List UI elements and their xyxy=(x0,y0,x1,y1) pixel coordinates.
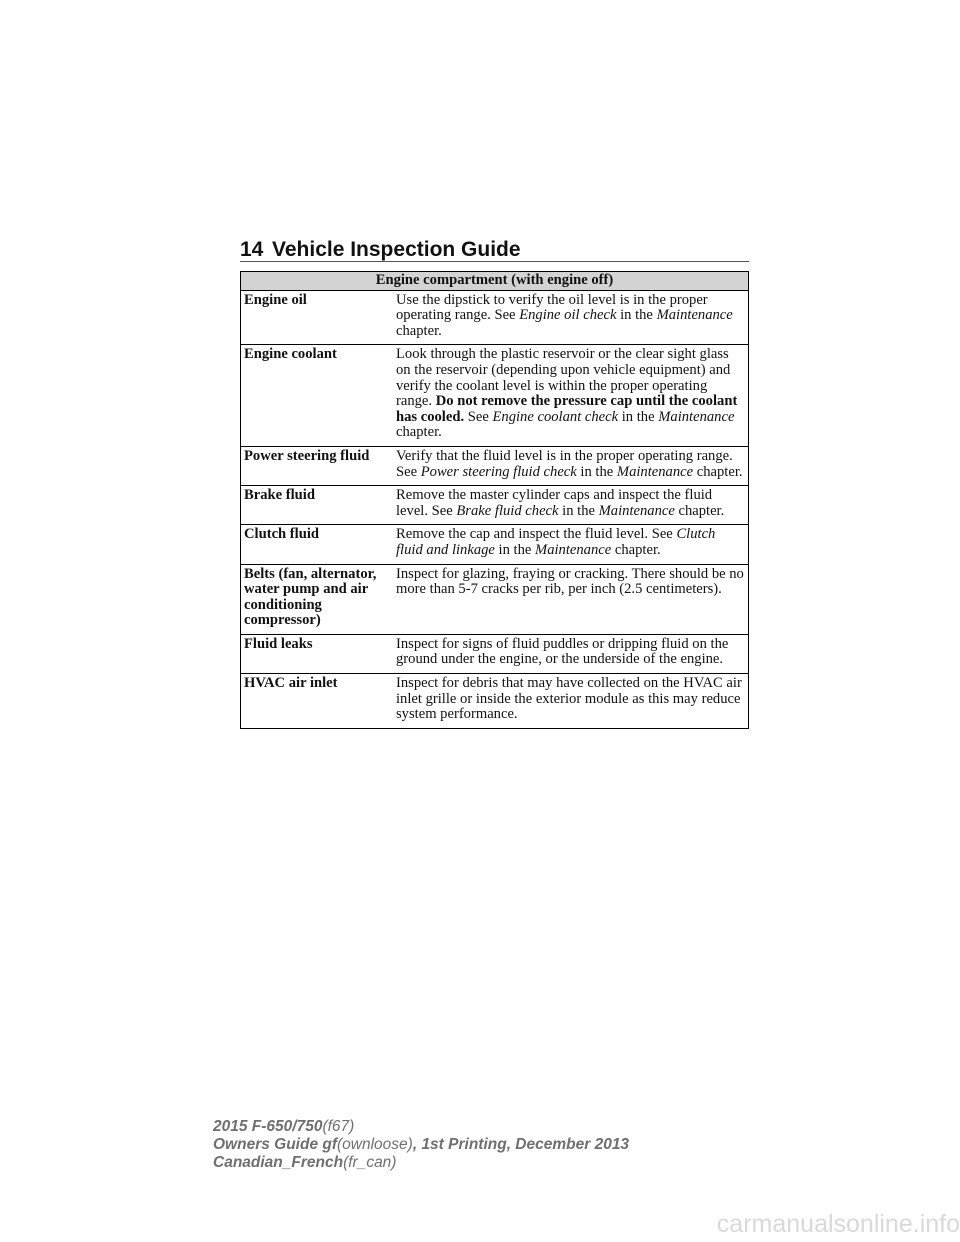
text-run: Brake fluid check xyxy=(456,502,559,519)
row-item-name: Clutch fluid xyxy=(241,525,394,564)
text-run: chapter. xyxy=(693,463,743,480)
page-number: 14 xyxy=(240,238,264,261)
row-item-name: Belts (fan, alternator, water pump and air conditioning compressor) xyxy=(241,564,394,634)
row-item-description xyxy=(393,486,749,525)
table-row xyxy=(241,290,749,345)
text-run: Inspect for glazing, fraying or cracking. There should be no more than 5-7 cracks per rib, per inch (2.5 centimeters). xyxy=(396,565,744,598)
row-item-description xyxy=(393,634,749,673)
table-row xyxy=(241,674,749,729)
footer-line-language xyxy=(213,1154,629,1172)
table-row xyxy=(241,525,749,564)
text-run: Verify that the fluid level is in the proper operating range. See xyxy=(396,447,733,480)
text-run: Maintenance xyxy=(616,463,694,480)
text-run: Maintenance xyxy=(598,502,675,519)
row-item-description xyxy=(393,564,749,634)
row-item-name: HVAC air inlet xyxy=(241,674,394,729)
row-item-name: Brake fluid xyxy=(241,486,394,525)
text-run: Owners Guide gf xyxy=(213,1136,338,1153)
table-row xyxy=(241,345,749,447)
text-run: chapter. xyxy=(396,424,442,441)
text-run: chapter. xyxy=(396,322,442,339)
text-run: in the xyxy=(576,463,617,480)
text-run: chapter. xyxy=(674,502,725,519)
text-run: (ownloose) xyxy=(337,1136,413,1153)
text-run: in the xyxy=(494,541,536,558)
footer-line-guide xyxy=(213,1136,629,1154)
text-run: in the xyxy=(618,408,659,425)
text-run: (f67) xyxy=(322,1118,355,1135)
row-item-description xyxy=(393,525,749,564)
text-run: Inspect for signs of fluid puddles or dripping fluid on the ground under the engine, or the underside of the engine. xyxy=(396,635,729,668)
text-run: Do not remove the pressure cap until the coolant has cooled. xyxy=(396,393,738,425)
text-run: Look through the plastic reservoir or the clear sight glass on the reservoir (depending upon vehicle equipment) and verify the coolant level is within the proper operating range. xyxy=(396,346,731,410)
row-item-name: Power steering fluid xyxy=(241,446,394,485)
text-run: Remove the cap and inspect the fluid level. See xyxy=(396,526,677,543)
text-run: , 1st Printing, December 2013 xyxy=(412,1136,630,1153)
text-run: Engine oil check xyxy=(519,307,617,324)
text-run: Maintenance xyxy=(535,541,612,558)
text-run: Inspect for debris that may have collected on the HVAC air inlet grille or inside the exterior module as this may reduce system performance. xyxy=(396,675,742,723)
text-run: Power steering fluid check xyxy=(420,463,577,480)
text-run: Maintenance xyxy=(656,307,733,324)
text-run: 2015 F-650/750 xyxy=(213,1118,323,1135)
row-item-name: Engine coolant xyxy=(241,345,394,447)
text-run: See xyxy=(464,408,493,425)
text-run: in the xyxy=(616,307,657,324)
row-item-description xyxy=(393,674,749,729)
text-run: chapter. xyxy=(611,541,661,558)
watermark[interactable]: carmanualsonline.info xyxy=(716,1210,960,1238)
table-row xyxy=(241,634,749,673)
header-rule xyxy=(240,261,749,262)
table-row xyxy=(241,446,749,485)
inspection-table xyxy=(240,271,749,729)
text-run: Maintenance xyxy=(658,408,735,425)
row-item-description xyxy=(393,290,749,345)
text-run: (fr_can) xyxy=(343,1154,397,1171)
text-run: in the xyxy=(558,502,599,519)
row-item-name: Fluid leaks xyxy=(241,634,394,673)
text-run: Canadian_French xyxy=(213,1154,344,1171)
print-footer xyxy=(213,1118,629,1172)
text-run: Use the dipstick to verify the oil level is in the proper operating range. See xyxy=(396,291,708,324)
row-item-name: Engine oil xyxy=(241,290,394,345)
page-header xyxy=(240,228,749,262)
row-item-description xyxy=(393,446,749,485)
text-run: Clutch fluid and linkage xyxy=(396,526,716,558)
table-heading: Engine compartment (with engine off) xyxy=(241,272,749,291)
table-body xyxy=(241,290,749,728)
section-title: Vehicle Inspection Guide xyxy=(272,238,521,261)
text-run: Remove the master cylinder caps and inspect the fluid level. See xyxy=(396,487,713,519)
text-run: Engine coolant check xyxy=(492,408,619,425)
row-item-description xyxy=(393,345,749,447)
table-row xyxy=(241,564,749,634)
footer-line-model xyxy=(213,1118,629,1136)
table-row xyxy=(241,486,749,525)
